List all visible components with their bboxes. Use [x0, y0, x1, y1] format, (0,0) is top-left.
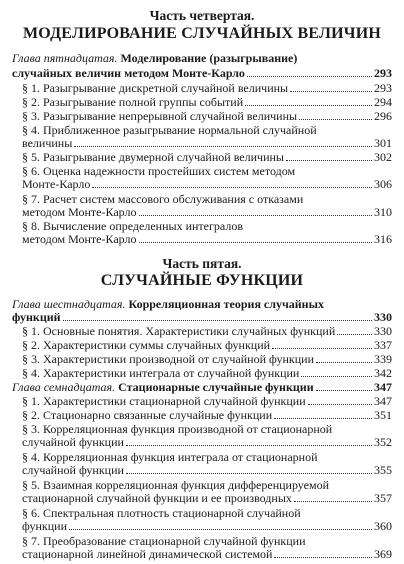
toc-section[interactable] — [22, 395, 392, 408]
section-title: § 4. Характеристики интеграла от случайной функции — [22, 366, 300, 380]
page-number: 357 — [374, 491, 392, 505]
chapter16-title-line2: функций — [12, 310, 61, 324]
chapter15-title-line1: Моделирование (разыгрывание) — [120, 51, 298, 65]
section-title-line2: величины — [22, 136, 73, 150]
section-title-line2: случайной функции — [22, 463, 124, 477]
chapter15-prefix: Глава пятнадцатая. — [12, 51, 118, 65]
toc-section[interactable] — [22, 178, 392, 191]
section-title-line2: стационарной случайной функции и ее производных — [22, 491, 292, 505]
leader-dots — [139, 242, 373, 243]
toc-section[interactable] — [22, 464, 392, 477]
section-title-line2: Монте-Карло — [22, 177, 91, 191]
section-title-line2: методом Монте-Карло — [22, 232, 137, 246]
chapter16-prefix: Глава шестнадцатая. — [12, 297, 126, 311]
chapter16-entry[interactable] — [12, 311, 392, 324]
section-title: § 3. Разыгрывание непрерывной случайной величины — [22, 109, 298, 123]
section-title-line1: § 7. Преобразование стационарной случайной функции — [22, 534, 306, 548]
page-number: 360 — [374, 519, 392, 533]
section-title-line2: стационарной линейной динамической системой — [22, 547, 273, 561]
toc-section[interactable] — [22, 206, 392, 219]
chapter15-entry[interactable] — [12, 67, 392, 80]
toc-section[interactable] — [22, 82, 392, 95]
leader-dots — [245, 105, 372, 106]
page-number: 352 — [374, 435, 392, 449]
section-title: § 1. Разыгрывание дискретной случайной величины — [22, 81, 289, 95]
leader-dots — [316, 362, 372, 363]
section-title-line2: функции — [22, 519, 67, 533]
section-title-line2: методом Монте-Карло — [22, 205, 137, 219]
section-title-line1: § 5. Взаимная корреляционная функция дифференцируемой — [22, 478, 329, 492]
leader-dots — [316, 390, 372, 391]
toc-section[interactable] — [22, 436, 392, 449]
section-title: § 3. Характеристики производной от случайной функции — [22, 352, 315, 366]
page-number: 293 — [374, 81, 392, 95]
toc-section[interactable] — [22, 96, 392, 109]
chapter16-title-line1: Корреляционная теория случайных — [128, 297, 324, 311]
page-number: 347 — [374, 380, 392, 394]
toc-section[interactable] — [22, 548, 392, 561]
page-number: 296 — [374, 109, 392, 123]
page-number: 351 — [374, 408, 392, 422]
chapter17-prefix: Глава семнадцатая. — [12, 380, 116, 394]
leader-dots — [290, 91, 372, 92]
section-title-line1: § 8. Вычисление определенных интегралов — [22, 219, 243, 233]
page-number: 306 — [374, 177, 392, 191]
page-number: 342 — [374, 366, 392, 380]
chapter17-title: Стационарные случайные функции — [118, 380, 314, 394]
toc-section[interactable] — [22, 151, 392, 164]
part4-name: МОДЕЛИРОВАНИЕ СЛУЧАЙНЫХ ВЕЛИЧИН — [22, 25, 382, 42]
page-number: 347 — [374, 394, 392, 408]
page-number: 302 — [374, 150, 392, 164]
toc-section[interactable] — [22, 339, 392, 352]
page-number: 294 — [374, 95, 392, 109]
section-title: § 2. Характеристики суммы случайных функций — [22, 338, 271, 352]
page-number: 310 — [374, 205, 392, 219]
section-title: § 5. Разыгрывание двумерной случайной величины — [22, 150, 284, 164]
page-number: 316 — [374, 232, 392, 246]
section-title-line1: § 4. Приближенное разыгрывание нормальной случайной — [22, 123, 317, 137]
chapter15-title-line2: случайных величин методом Монте-Карло — [12, 66, 245, 80]
page-number: 330 — [374, 310, 392, 324]
section-title-line1: § 4. Корреляционная функция интеграла от стационарной — [22, 450, 318, 464]
toc-section[interactable] — [22, 409, 392, 422]
toc-section[interactable] — [22, 233, 392, 246]
leader-dots — [286, 160, 372, 161]
section-title: § 2. Разыгрывание полной группы событий — [22, 95, 244, 109]
chapter17-heading — [12, 381, 314, 394]
leader-dots — [126, 473, 372, 474]
leader-dots — [308, 404, 372, 405]
part5-label: Часть пятая. — [162, 256, 242, 271]
page-number: 301 — [374, 136, 392, 150]
page-number: 337 — [374, 338, 392, 352]
toc-section[interactable] — [22, 353, 392, 366]
leader-dots — [63, 320, 372, 321]
leader-dots — [294, 501, 372, 502]
chapter15-line1 — [12, 52, 297, 65]
toc-section[interactable] — [22, 325, 392, 338]
toc-section[interactable] — [22, 367, 392, 380]
leader-dots — [92, 187, 372, 188]
leader-dots — [74, 146, 372, 147]
toc-section[interactable] — [22, 520, 392, 533]
leader-dots — [69, 529, 372, 530]
chapter17-entry[interactable] — [12, 381, 392, 394]
page-number: 293 — [374, 66, 392, 80]
toc-section[interactable] — [22, 492, 392, 505]
leader-dots — [337, 334, 372, 335]
leader-dots — [247, 76, 372, 77]
section-title: § 1. Характеристики стационарной случайной функции — [22, 394, 306, 408]
toc-section[interactable] — [22, 110, 392, 123]
leader-dots — [274, 557, 372, 558]
toc-section[interactable] — [22, 137, 392, 150]
section-title-line1: § 6. Оценка надежности простейших систем методом — [22, 164, 296, 178]
leader-dots — [139, 215, 373, 216]
leader-dots — [126, 445, 372, 446]
section-title: § 2. Стационарно связанные случайные функции — [22, 408, 273, 422]
page-number: 339 — [374, 352, 392, 366]
section-title-line2: случайной функции — [22, 435, 124, 449]
section-title: § 1. Основные понятия. Характеристики случайных функций — [22, 324, 336, 338]
section-title-line1: § 7. Расчет систем массового обслуживания с отказами — [22, 192, 304, 206]
section-title-line1: § 6. Спектральная плотность стационарной случайной — [22, 506, 301, 520]
page-number: 355 — [374, 463, 392, 477]
part4-label: Часть четвертая. — [149, 8, 255, 23]
leader-dots — [299, 119, 372, 120]
part5-name: СЛУЧАЙНЫЕ ФУНКЦИИ — [100, 272, 304, 289]
page-number: 330 — [374, 324, 392, 338]
leader-dots — [301, 376, 372, 377]
section-title-line1: § 3. Корреляционная функция производной от стационарной — [22, 422, 333, 436]
leader-dots — [274, 418, 372, 419]
leader-dots — [272, 348, 372, 349]
page-number: 369 — [374, 547, 392, 561]
